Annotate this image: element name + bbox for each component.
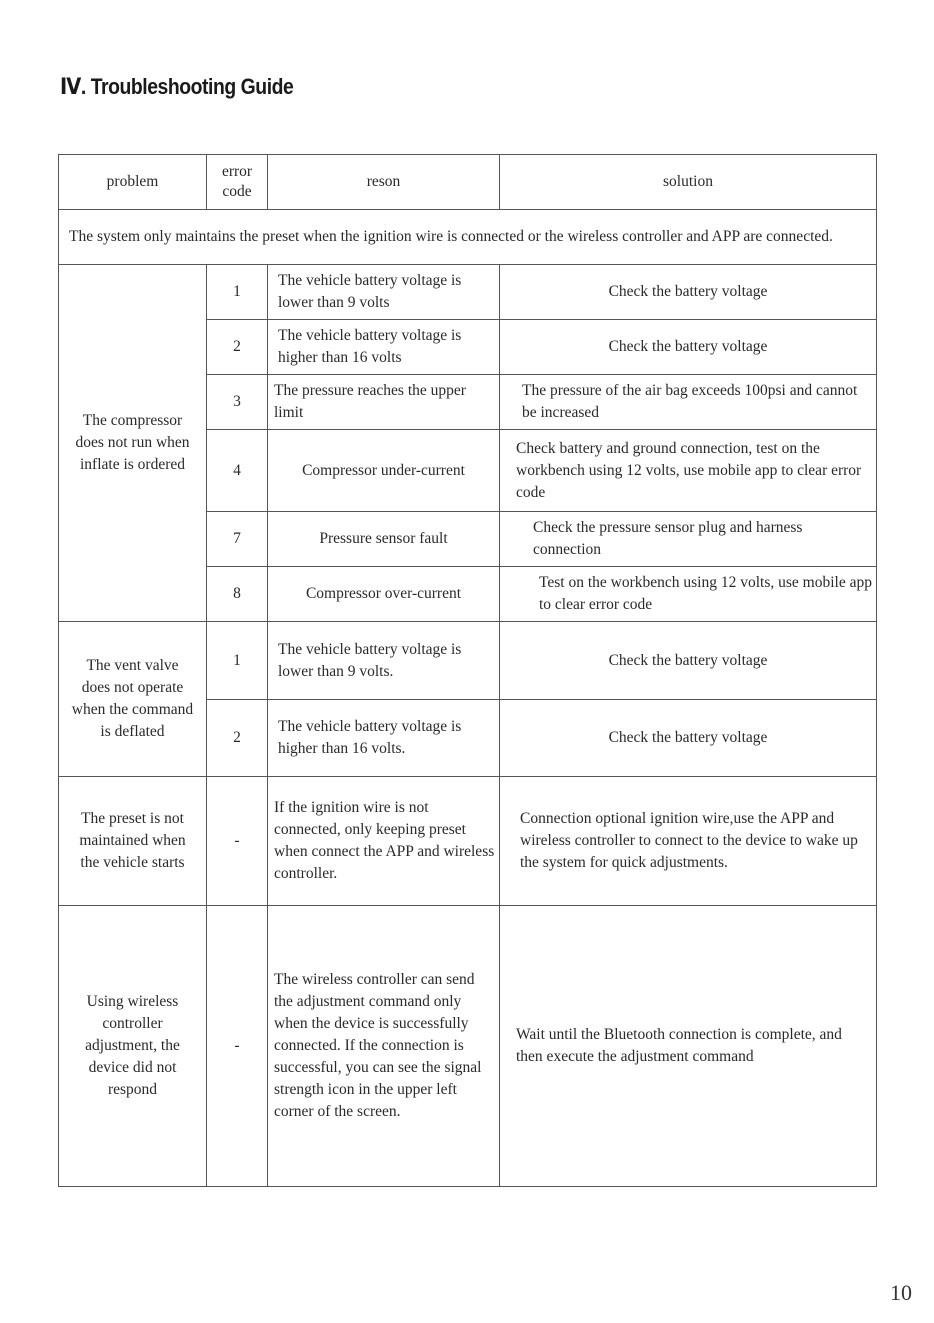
- table-header-row: [59, 155, 877, 210]
- troubleshooting-table: [58, 154, 877, 1187]
- header-problem: problem: [59, 155, 207, 210]
- error-code-cell: 2: [207, 700, 268, 777]
- solution-cell: Check the battery voltage: [500, 622, 877, 700]
- reason-cell: The pressure reaches the upper limit: [268, 375, 500, 430]
- reason-cell: The vehicle battery voltage is lower than 9 volts.: [268, 622, 500, 700]
- error-code-cell: 8: [207, 567, 268, 622]
- problem-cell: The preset is not maintained when the vehicle starts: [59, 777, 207, 906]
- page-number: 10: [890, 1280, 912, 1305]
- error-code-cell: 1: [207, 622, 268, 700]
- problem-cell: Using wireless controller adjustment, the device did not respond: [59, 906, 207, 1187]
- reason-cell: Compressor under-current: [268, 430, 500, 512]
- table-row: [59, 265, 877, 320]
- error-code-cell: 7: [207, 512, 268, 567]
- solution-cell: The pressure of the air bag exceeds 100psi and cannot be increased: [500, 375, 877, 430]
- reason-cell: The wireless controller can send the adjustment command only when the device is successfully connected. If the connection is successful, you can see the signal strength icon in the upper left corner of the screen.: [268, 906, 500, 1187]
- error-code-cell: -: [207, 777, 268, 906]
- page-title: Ⅳ. Troubleshooting Guide: [60, 74, 294, 99]
- solution-cell: Test on the workbench using 12 volts, use mobile app to clear error code: [500, 567, 877, 622]
- table-row: [59, 906, 877, 1187]
- error-code-cell: 1: [207, 265, 268, 320]
- header-solution: solution: [500, 155, 877, 210]
- solution-cell: Check the battery voltage: [500, 320, 877, 375]
- solution-cell: Connection optional ignition wire,use the APP and wireless controller to connect to the device to wake up the system for quick adjustments.: [500, 777, 877, 906]
- solution-cell: Check the battery voltage: [500, 265, 877, 320]
- reason-cell: The vehicle battery voltage is higher than 16 volts.: [268, 700, 500, 777]
- reason-cell: Pressure sensor fault: [268, 512, 500, 567]
- system-note: The system only maintains the preset when the ignition wire is connected or the wireless controller and APP are connected.: [59, 210, 877, 265]
- table-row: [59, 777, 877, 906]
- problem-cell: The vent valve does not operate when the command is deflated: [59, 622, 207, 777]
- error-code-cell: -: [207, 906, 268, 1187]
- solution-cell: Check the battery voltage: [500, 700, 877, 777]
- error-code-cell: 2: [207, 320, 268, 375]
- problem-cell: The compressor does not run when inflate is ordered: [59, 265, 207, 622]
- solution-cell: Wait until the Bluetooth connection is complete, and then execute the adjustment command: [500, 906, 877, 1187]
- solution-cell: Check battery and ground connection, test on the workbench using 12 volts, use mobile app to clear error code: [500, 430, 877, 512]
- table-row: [59, 622, 877, 700]
- solution-cell: Check the pressure sensor plug and harness connection: [500, 512, 877, 567]
- reason-cell: If the ignition wire is not connected, only keeping preset when connect the APP and wireless controller.: [268, 777, 500, 906]
- header-error-code: error code: [207, 155, 268, 210]
- note-row: [59, 210, 877, 265]
- header-reason: reson: [268, 155, 500, 210]
- reason-cell: Compressor over-current: [268, 567, 500, 622]
- reason-cell: The vehicle battery voltage is lower than 9 volts: [268, 265, 500, 320]
- error-code-cell: 3: [207, 375, 268, 430]
- error-code-cell: 4: [207, 430, 268, 512]
- reason-cell: The vehicle battery voltage is higher than 16 volts: [268, 320, 500, 375]
